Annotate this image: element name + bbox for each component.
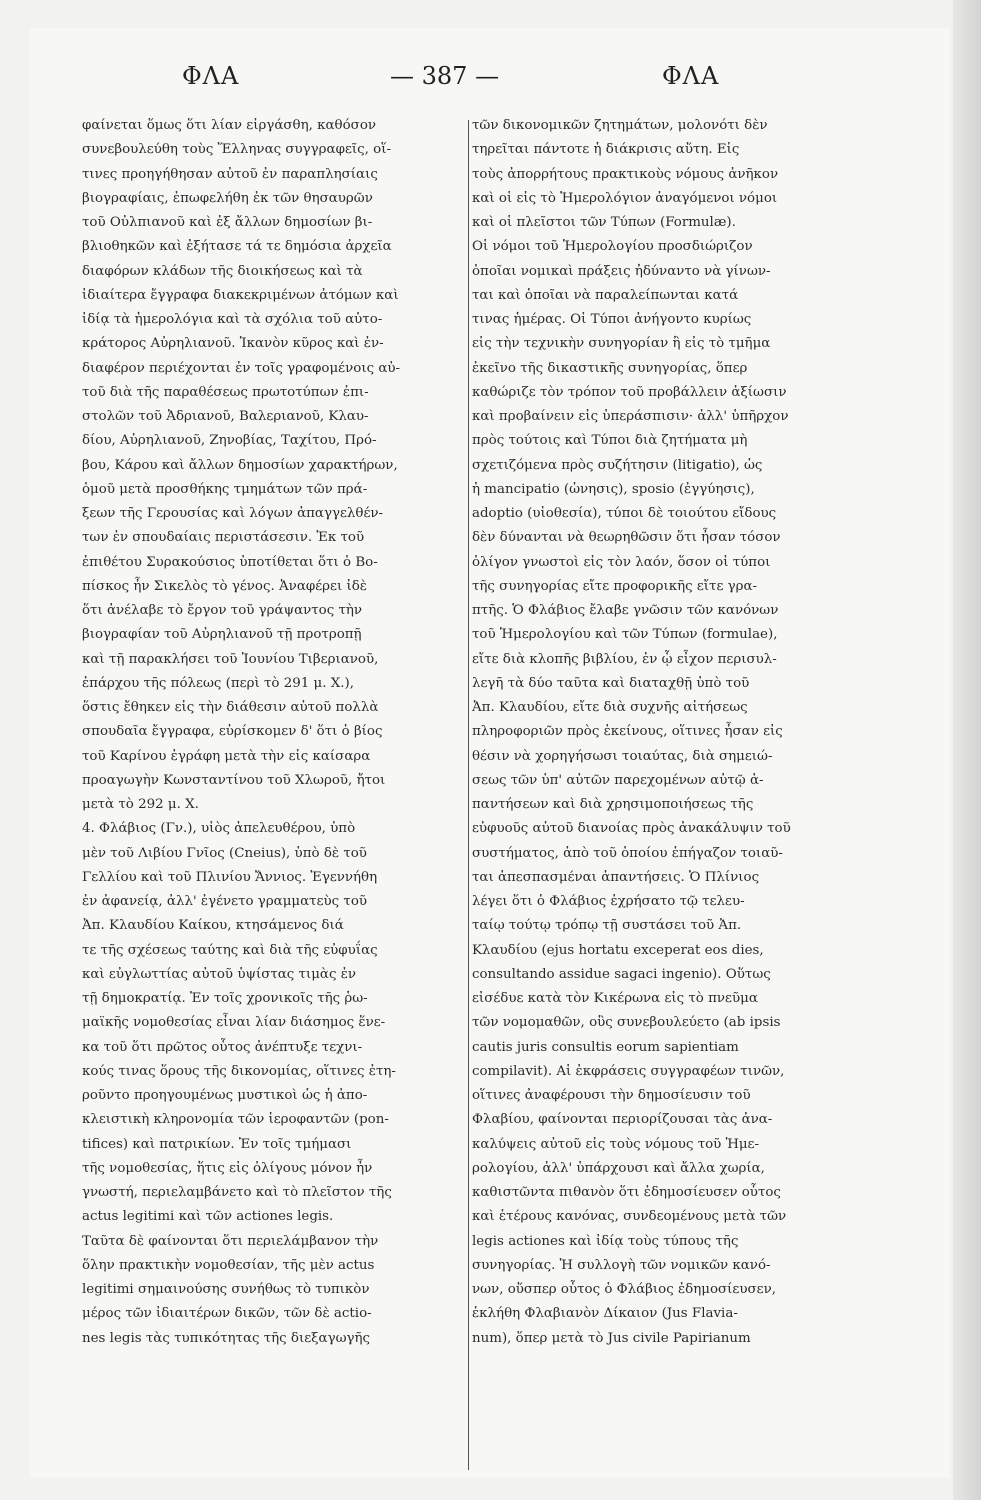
text-line: μαϊκῆς νομοθεσίας εἶναι λίαν διάσημος ἕνε-: [82, 1015, 386, 1031]
text-line: καὶ εὐγλωττίας αὐτοῦ ὑψίστας τιμὰς ἐν: [82, 966, 357, 982]
text-line: tifices) καὶ πατρικίων. Ἐν τοῖς τμήμασι: [82, 1136, 352, 1152]
column-divider: [468, 120, 469, 1470]
text-line: ἐπιθέτου Συρακούσιος ὑποτίθεται ὅτι ὁ Βο-: [82, 554, 378, 570]
text-line: compilavit). Αἱ ἐκφράσεις συγγραφέων τινῶν,: [472, 1063, 785, 1079]
text-line: ξεων τῆς Γερουσίας καὶ λόγων ἀπαγγελθέν-: [82, 506, 384, 521]
text-line: ἡ mancipatio (ὠνησις), sposio (ἐγγύησις),: [472, 481, 755, 497]
text-line: τοῦ Οὐλπιανοῦ καὶ ἐξ ἄλλων δημοσίων βι-: [82, 215, 373, 230]
left-column: [82, 114, 482, 1351]
header-right-title: ΦΛΑ: [662, 62, 720, 90]
text-line: Οἱ νόμοι τοῦ Ἡμερολογίου προσδιώριζον: [472, 239, 753, 255]
text-line: ἐπάρχου τῆς πόλεως (περὶ τὸ 291 μ. Χ.),: [82, 675, 354, 691]
text-line: προαγωγὴν Κωνσταντίνου τοῦ Χλωροῦ, ἤτοι: [82, 772, 386, 788]
text-line: ὅστις ἔθηκεν εἰς τὴν διάθεσιν αὐτοῦ πολλὰ: [82, 700, 379, 715]
text-line: consultando assidue sagaci ingenio). Οὕτως: [472, 966, 771, 982]
text-line: μὲν τοῦ Λιβίου Γνῖος (Cneius), ὑπὸ δὲ τοῦ: [82, 845, 367, 861]
text-line: εὐφυοῦς αὐτοῦ διανοίας πρὸς ἀνακάλυψιν τοῦ: [472, 821, 791, 837]
right-column: [472, 114, 882, 1351]
text-line: num), ὅπερ μετὰ τὸ Jus civile Papirianum: [472, 1330, 751, 1346]
text-line: λεγῆ τὰ δύο ταῦτα καὶ διαταχθῇ ὑπὸ τοῦ: [472, 675, 750, 691]
text-line: τινας ἡμέρας. Οἱ Τύποι ἀνήγοντο κυρίως: [472, 312, 752, 327]
text-line: τῆς νομοθεσίας, ἥτις εἰς ὀλίγους μόνον ἦν: [82, 1160, 373, 1176]
text-line: παντήσεων καὶ διὰ χρησιμοποιήσεως τῆς: [472, 797, 754, 812]
text-line: πρὸς τούτοις καὶ Τύποι διὰ ζητήματα μὴ: [472, 433, 748, 449]
text-line: κούς τινας ὅρους τῆς δικονομίας, οἵτινες ἐτη-: [82, 1063, 396, 1079]
text-line: πληροφοριῶν πρὸς ἐκείνους, οἵτινες ἦσαν εἰς: [472, 724, 783, 740]
text-line: βλιοθηκῶν καὶ ἐξήτασε τά τε δημόσια ἀρχεῖα: [82, 239, 392, 255]
text-line: συνεβουλεύθη τοὺς Ἕλληνας συγγραφεῖς, οἵ-: [82, 142, 391, 158]
text-line: τῇ δημοκρατίᾳ. Ἐν τοῖς χρονικοῖς τῆς ῥω-: [82, 991, 368, 1006]
text-line: τοῦ Καρίνου ἐγράφη μετὰ τὴν εἰς καίσαρα: [82, 748, 371, 764]
text-line: 4. Φλάβιος (Γν.), υἱὸς ἀπελευθέρου, ὑπὸ: [82, 821, 356, 837]
text-line: ὅλην πρακτικὴν νομοθεσίαν, τῆς μὲν actus: [82, 1257, 375, 1273]
text-line: ται καὶ ὁποῖαι νὰ παραλείπωνται κατά: [472, 287, 739, 303]
text-line: καθιστῶντα πιθανὸν ὅτι ἐδημοσίευσεν οὗτος: [472, 1185, 781, 1200]
text-line: κλειστικὴ κληρονομία τῶν ἱεροφαντῶν (pon-: [82, 1112, 389, 1128]
text-line: βου, Κάρου καὶ ἄλλων δημοσίων χαρακτήρων,: [82, 457, 398, 473]
text-line: ἰδίᾳ τὰ ἡμερολόγια καὶ τὰ σχόλια τοῦ αὐτο-: [82, 312, 383, 327]
text-line: τῆς συνηγορίας εἴτε προφορικῆς εἴτε γρα-: [472, 578, 758, 594]
text-line: διαφέρον περιέχονται ἐν τοῖς γραφομένοις αὐ-: [82, 360, 401, 376]
text-line: μετὰ τὸ 292 μ. Χ.: [82, 797, 199, 812]
text-line: cautis juris consultis eorum sapientiam: [472, 1039, 739, 1055]
text-line: βιογραφίαις, ἐπωφελήθη ἐκ τῶν θησαυρῶν: [82, 190, 373, 206]
text-line: ροῦντο προηγουμένως μυστικοὶ ὡς ἡ ἀπο-: [82, 1088, 368, 1103]
text-line: τινες προηγήθησαν αὐτοῦ ἐν παραπλησίαις: [82, 166, 378, 182]
header-left-title: ΦΛΑ: [182, 62, 240, 90]
text-line: adoptio (υἱοθεσία), τύποι δὲ τοιούτου εἴδους: [472, 506, 777, 521]
text-line: εἰς τὴν τεχνικὴν συνηγορίαν ἢ εἰς τὸ τμῆμα: [472, 336, 771, 352]
text-line: Κλαυδίου (ejus hortatu exceperat eos dies,: [472, 942, 764, 958]
text-line: τῶν νομομαθῶν, οὓς συνεβουλεύετο (ab ipsis: [472, 1015, 781, 1031]
text-line: καὶ οἱ πλεῖστοι τῶν Τύπων (Formulæ).: [472, 215, 736, 230]
text-line: κα τοῦ ὅτι πρῶτος οὗτος ἀνέπτυξε τεχνι-: [82, 1039, 363, 1055]
text-line: φαίνεται ὅμως ὅτι λίαν εἰργάσθη, καθόσον: [82, 118, 377, 133]
text-line: συστήματος, ἀπὸ τοῦ ὁποίου ἐπήγαζον τοιαῦ-: [472, 845, 783, 861]
text-line: Ἀπ. Κλαυδίου Καίκου, κτησάμενος διά: [82, 918, 344, 934]
text-line: ὀλίγον γνωστοὶ εἰς τὸν λαόν, ὅσον οἱ τύποι: [472, 554, 771, 570]
text-line: actus legitimi καὶ τῶν actiones legis.: [82, 1209, 334, 1225]
text-line: ἐν ἀφανείᾳ, ἀλλ' ἐγένετο γραμματεὺς τοῦ: [82, 894, 368, 909]
text-line: ὁμοῦ μετὰ προσθήκης τμημάτων τῶν πρά-: [82, 481, 368, 497]
text-line: τηρεῖται πάντοτε ἡ διάκρισις αὕτη. Εἰς: [472, 142, 740, 158]
text-line: δὲν δύνανται νὰ θεωρηθῶσιν ὅτι ἦσαν τόσον: [472, 530, 781, 546]
text-line: λέγει ὅτι ὁ Φλάβιος ἐχρήσατο τῷ τελευ-: [472, 894, 745, 909]
text-line: καλύψεις αὐτοῦ εἰς τοὺς νόμους τοῦ Ἡμε-: [472, 1136, 760, 1152]
text-line: τῶν δικονομικῶν ζητημάτων, μολονότι δὲν: [472, 118, 768, 133]
text-line: βιογραφίαν τοῦ Αὐρηλιανοῦ τῇ προτροπῇ: [82, 627, 362, 643]
page-number: — 387 —: [390, 62, 500, 90]
text-line: στολῶν τοῦ Ἀδριανοῦ, Βαλεριανοῦ, Κλαυ-: [82, 409, 369, 424]
text-line: δίου, Αὐρηλιανοῦ, Ζηνοβίας, Ταχίτου, Πρό-: [82, 433, 377, 449]
text-line: νων, οὕσπερ οὗτος ὁ Φλάβιος ἐδημοσίευσεν,: [472, 1282, 776, 1297]
text-line: ἐκλήθη Φλαβιανὸν Δίκαιον (Jus Flavia-: [472, 1306, 738, 1322]
text-line: γνωστή, περιελαμβάνετο καὶ τὸ πλεῖστον τῆς: [82, 1185, 392, 1200]
text-line: καὶ οἱ εἰς τὸ Ἡμερολόγιον ἀναγόμενοι νόμοι: [472, 190, 778, 206]
text-line: καὶ τῇ παρακλήσει τοῦ Ἰουνίου Τιβεριανοῦ,: [82, 651, 379, 667]
page-edge-shadow: [953, 0, 981, 1500]
text-line: πτῆς. Ὁ Φλάβιος ἔλαβε γνῶσιν τῶν κανόνων: [472, 603, 779, 618]
text-line: σπουδαῖα ἔγγραφα, εὑρίσκομεν δ' ὅτι ὁ βίος: [82, 724, 383, 740]
text-line: διαφόρων κλάδων τῆς διοικήσεως καὶ τὰ: [82, 263, 363, 279]
page-header: [30, 62, 950, 102]
text-line: συνηγορίας. Ἡ συλλογὴ τῶν νομικῶν κανό-: [472, 1257, 771, 1273]
text-line: καὶ ἑτέρους κανόνας, συνδεομένους μετὰ τῶν: [472, 1209, 787, 1225]
text-line: τοὺς ἀπορρήτους πρακτικοὺς νόμους ἀνῆκον: [472, 166, 779, 182]
text-line: οἵτινες ἀναφέρουσι τὴν δημοσίευσιν τοῦ: [472, 1088, 751, 1103]
text-line: ρολογίου, ἀλλ' ὑπάρχουσι καὶ ἄλλα χωρία,: [472, 1160, 765, 1176]
book-page: [30, 28, 950, 1478]
text-line: Ταῦτα δὲ φαίνονται ὅτι περιελάμβανον τὴν: [82, 1233, 379, 1249]
text-line: Γελλίου καὶ τοῦ Πλινίου Ἄννιος. Ἐγεννήθη: [82, 869, 378, 885]
text-line: Ἀπ. Κλαυδίου, εἴτε διὰ συχνῆς αἰτήσεως: [472, 700, 748, 715]
text-line: ὁποῖαι νομικαὶ πράξεις ἠδύναντο νὰ γίνων-: [472, 263, 771, 279]
text-line: ἐκεῖνο τῆς δικαστικῆς συνηγορίας, ὅπερ: [472, 360, 748, 376]
text-line: ὅτι ἀνέλαβε τὸ ἔργον τοῦ γράψαντος τὴν: [82, 603, 363, 618]
text-line: των ἐν σπουδαίαις περιστάσεσιν. Ἐκ τοῦ: [82, 530, 365, 546]
text-line: legis actiones καὶ ἰδίᾳ τοὺς τύπους τῆς: [472, 1233, 739, 1249]
text-line: εἴτε διὰ κλοπῆς βιβλίου, ἐν ᾧ εἶχον περισυλ-: [472, 651, 777, 667]
text-line: ται ἀπεσπασμέναι ἀπαντήσεις. Ὁ Πλίνιος: [472, 869, 760, 885]
text-line: nes legis τὰς τυπικότητας τῆς διεξαγωγῆς: [82, 1330, 371, 1346]
text-line: θέσιν νὰ χορηγήσωσι τοιαύτας, διὰ σημειώ-: [472, 748, 773, 764]
text-line: σχετιζόμενα πρὸς συζήτησιν (litigatio), ὡς: [472, 457, 763, 473]
text-line: τοῦ Ἡμερολογίου καὶ τῶν Τύπων (formulae),: [472, 627, 778, 643]
text-line: τοῦ διὰ τῆς παραθέσεως πρωτοτύπων ἐπι-: [82, 384, 369, 400]
text-line: ταίῳ τούτῳ τρόπῳ τῇ συστάσει τοῦ Ἀπ.: [472, 918, 742, 934]
text-line: πίσκος ἦν Σικελὸς τὸ γένος. Ἀναφέρει ἰδὲ: [82, 578, 367, 594]
text-line: τε τῆς σχέσεως ταύτης καὶ διὰ τῆς εὐφυΐας: [82, 942, 378, 958]
text-line: μέρος τῶν ἰδιαιτέρων δικῶν, τῶν δὲ actio-: [82, 1306, 372, 1322]
text-line: κράτορος Αὐρηλιανοῦ. Ἱκανὸν κῦρος καὶ ἐν-: [82, 336, 384, 352]
text-line: σεως τῶν ὑπ' αὐτῶν παρεχομένων αὐτῷ ἀ-: [472, 772, 764, 788]
text-line: καθώριζε τὸν τρόπον τοῦ προβάλλειν ἀξίωσιν: [472, 384, 787, 400]
text-line: καὶ προβαίνειν εἰς ὑπεράσπισιν· ἀλλ' ὑπῆρχον: [472, 409, 789, 424]
text-line: ἰδιαίτερα ἔγγραφα διακεκριμένων ἀτόμων καὶ: [82, 287, 399, 303]
text-line: Φλαβίου, φαίνονται περιορίζουσαι τὰς ἀνα-: [472, 1112, 773, 1128]
text-line: legitimi σημαινούσης συνήθως τὸ τυπικὸν: [82, 1282, 370, 1297]
text-line: εἰσέδυε κατὰ τὸν Κικέρωνα εἰς τὸ πνεῦμα: [472, 991, 758, 1006]
